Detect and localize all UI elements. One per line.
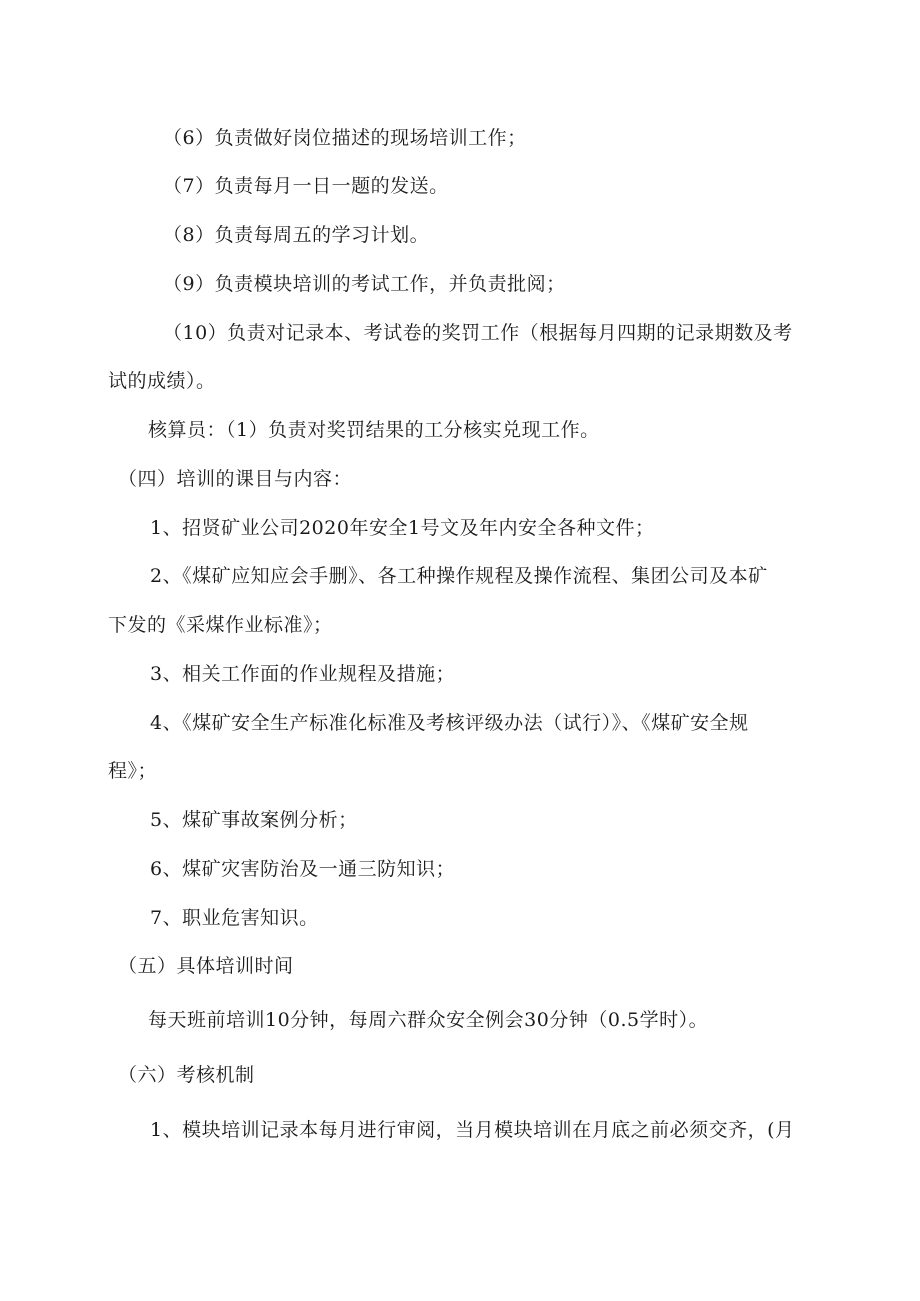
course-item-3: 3、相关工作面的作业规程及措施； (150, 663, 456, 685)
paragraph-item-10-continued: 试的成绩）。 (108, 370, 216, 392)
course-item-4: 4、《煤矿安全生产标准化标准及考核评级办法（试行）》、《煤矿安全规 (150, 712, 749, 734)
course-item-1: 1、招贤矿业公司2020年安全1号文及年内安全各种文件； (150, 517, 655, 539)
section-heading-6: （六）考核机制 (118, 1064, 255, 1086)
paragraph-item-6: （6）负责做好岗位描述的现场培训工作； (163, 127, 527, 149)
course-item-5: 5、煤矿事故案例分析； (150, 809, 358, 831)
assessment-item-1: 1、模块培训记录本每月进行审阅，当月模块培训在月底之前必须交齐，(月 (150, 1119, 795, 1141)
section-heading-4: （四）培训的课目与内容： (118, 468, 353, 490)
paragraph-item-9: （9）负责模块培训的考试工作，并负责批阅； (163, 273, 566, 295)
accountant-duty: 核算员：（1）负责对奖罚结果的工分核实兑现工作。 (148, 419, 600, 441)
course-item-2-continued: 下发的《采煤作业标准》； (108, 614, 333, 636)
course-item-6: 6、煤矿灾害防治及一通三防知识； (150, 858, 456, 880)
paragraph-item-10: （10）负责对记录本、考试卷的奖罚工作（根据每月四期的记录期数及考 (163, 322, 793, 344)
training-schedule: 每天班前培训10分钟，每周六群众安全例会30分钟（0.5学时）。 (148, 1009, 709, 1031)
course-item-2: 2、《煤矿应知应会手删》、各工种操作规程及操作流程、集团公司及本矿 (150, 565, 768, 587)
course-item-4-continued: 程》； (108, 760, 158, 782)
course-item-7: 7、职业危害知识。 (150, 907, 319, 929)
paragraph-item-7: （7）负责每月一日一题的发送。 (163, 175, 449, 197)
section-heading-5: （五）具体培训时间 (118, 955, 294, 977)
paragraph-item-8: （8）负责每周五的学习计划。 (163, 224, 430, 246)
